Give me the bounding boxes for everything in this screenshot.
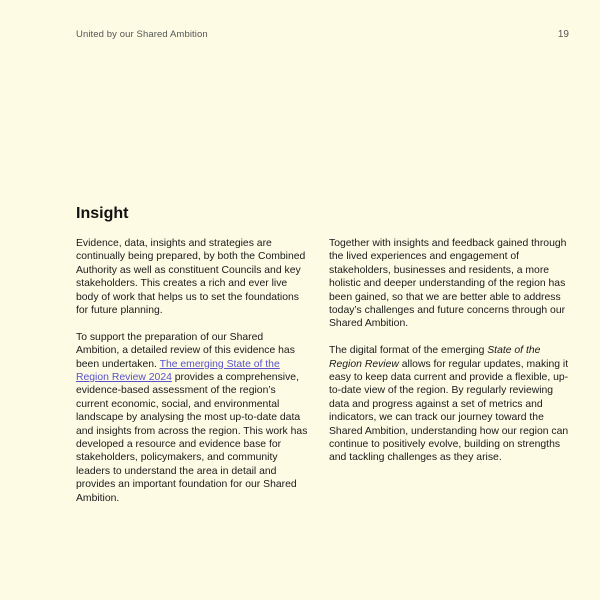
left-column: [76, 237, 308, 519]
review-title-emphasis: State of the Region Review: [329, 345, 541, 370]
right-column: [329, 237, 571, 478]
right-paragraph-1: Together with insights and feedback gained through the lived experiences and engagement of stakeholders, businesses and residents, a more holistic and deeper understanding of the region has been gained, so that we are better able to address today’s challenges and future concerns through our Shared Ambition.: [329, 238, 567, 330]
left-paragraph-2: [76, 331, 308, 505]
right-paragraph-2-rest: allows for regular updates, making it easy to keep data current and provide a flexible, up-to-date view of the region. By regularly reviewing data and progress against a set of metrics and indicators, we can track our journey toward the Shared Ambition, understanding how our region can continue to positively evolve, building on strengths and tackling challenges as they arise.: [329, 358, 569, 464]
left-paragraph-2-rest: provides a comprehensive, evidence-based assessment of the region’s current economic, social, and environmental landscape by analysing the most up-to-date data and insights from across the region. This work has developed a resource and evidence base for stakeholders, policymakers, and community leaders to understand the area in detail and provides an important foundation for our Shared Ambition.: [76, 372, 308, 504]
right-paragraph-2: [329, 344, 571, 465]
running-header: United by our Shared Ambition: [76, 29, 208, 40]
page-number: 19: [557, 29, 569, 40]
right-paragraph-2-intro: The digital format of the emerging: [329, 345, 488, 357]
state-of-region-review-link[interactable]: The emerging State of the Region Review 2024: [76, 358, 280, 384]
left-paragraph-2-intro: To support the preparation of our Shared Ambition, a detailed review of this evidence has been undertaken.: [76, 331, 295, 370]
left-paragraph-1: Evidence, data, insights and strategies are continually being prepared, by both the Combined Authority as well as constituent Councils and key stakeholders. This creates a rich and ever live body of work that helps us to set the foundations for future planning.: [76, 238, 306, 317]
section-title: Insight: [76, 205, 129, 222]
